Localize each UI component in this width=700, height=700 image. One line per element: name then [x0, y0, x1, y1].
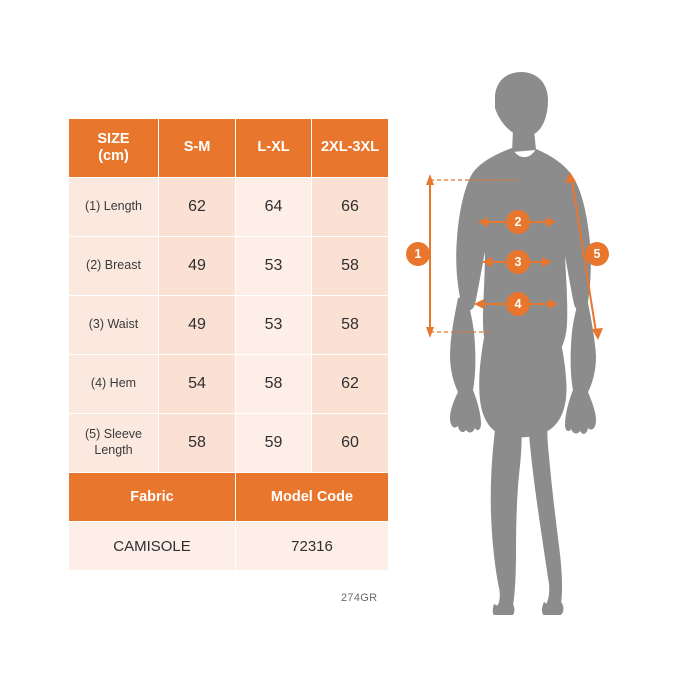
header-size-line1: SIZE [97, 130, 130, 147]
badge-3-waist: 3 [506, 250, 530, 274]
footer-header-model-code: Model Code [236, 473, 389, 522]
cell-waist-lxl: 53 [236, 296, 312, 355]
cell-breast-2xl3xl: 58 [312, 237, 389, 296]
cell-sleeve-2xl3xl: 60 [312, 414, 389, 473]
badge-1-length: 1 [406, 242, 430, 266]
header-col-2xl3xl: 2XL-3XL [312, 119, 389, 178]
row-label-waist: (3) Waist [69, 296, 159, 355]
body-silhouette-icon [450, 72, 596, 615]
cell-sleeve-sm: 58 [159, 414, 236, 473]
cell-sleeve-lxl: 59 [236, 414, 312, 473]
footer-header-fabric: Fabric [69, 473, 236, 522]
badge-5-sleeve-length: 5 [585, 242, 609, 266]
measurement-figure [400, 70, 670, 615]
table-footer-value-row [69, 522, 389, 571]
table-row [69, 296, 389, 355]
header-size-line2: (cm) [98, 148, 129, 164]
product-code-label: 274GR [341, 592, 378, 604]
cell-waist-2xl3xl: 58 [312, 296, 389, 355]
table-row [69, 355, 389, 414]
cell-waist-sm: 49 [159, 296, 236, 355]
header-size-cell [69, 119, 159, 178]
badge-2-breast: 2 [506, 210, 530, 234]
cell-hem-2xl3xl: 62 [312, 355, 389, 414]
row-label-hem: (4) Hem [69, 355, 159, 414]
table-row [69, 178, 389, 237]
cell-breast-sm: 49 [159, 237, 236, 296]
footer-value-fabric: CAMISOLE [69, 522, 236, 571]
table-footer-header-row [69, 473, 389, 522]
header-col-lxl: L-XL [236, 119, 312, 178]
female-silhouette-diagram [400, 70, 670, 615]
cell-breast-lxl: 53 [236, 237, 312, 296]
cell-hem-sm: 54 [159, 355, 236, 414]
footer-value-model-code: 72316 [236, 522, 389, 571]
table-header-row [69, 119, 389, 178]
cell-length-lxl: 64 [236, 178, 312, 237]
cell-length-sm: 62 [159, 178, 236, 237]
cell-hem-lxl: 58 [236, 355, 312, 414]
cell-length-2xl3xl: 66 [312, 178, 389, 237]
header-col-sm: S-M [159, 119, 236, 178]
row-label-sleeve-length: (5) Sleeve Length [69, 414, 159, 473]
row-label-breast: (2) Breast [69, 237, 159, 296]
size-table [68, 118, 389, 571]
table-row [69, 414, 389, 473]
badge-4-hem: 4 [506, 292, 530, 316]
row-label-length: (1) Length [69, 178, 159, 237]
table-row [69, 237, 389, 296]
